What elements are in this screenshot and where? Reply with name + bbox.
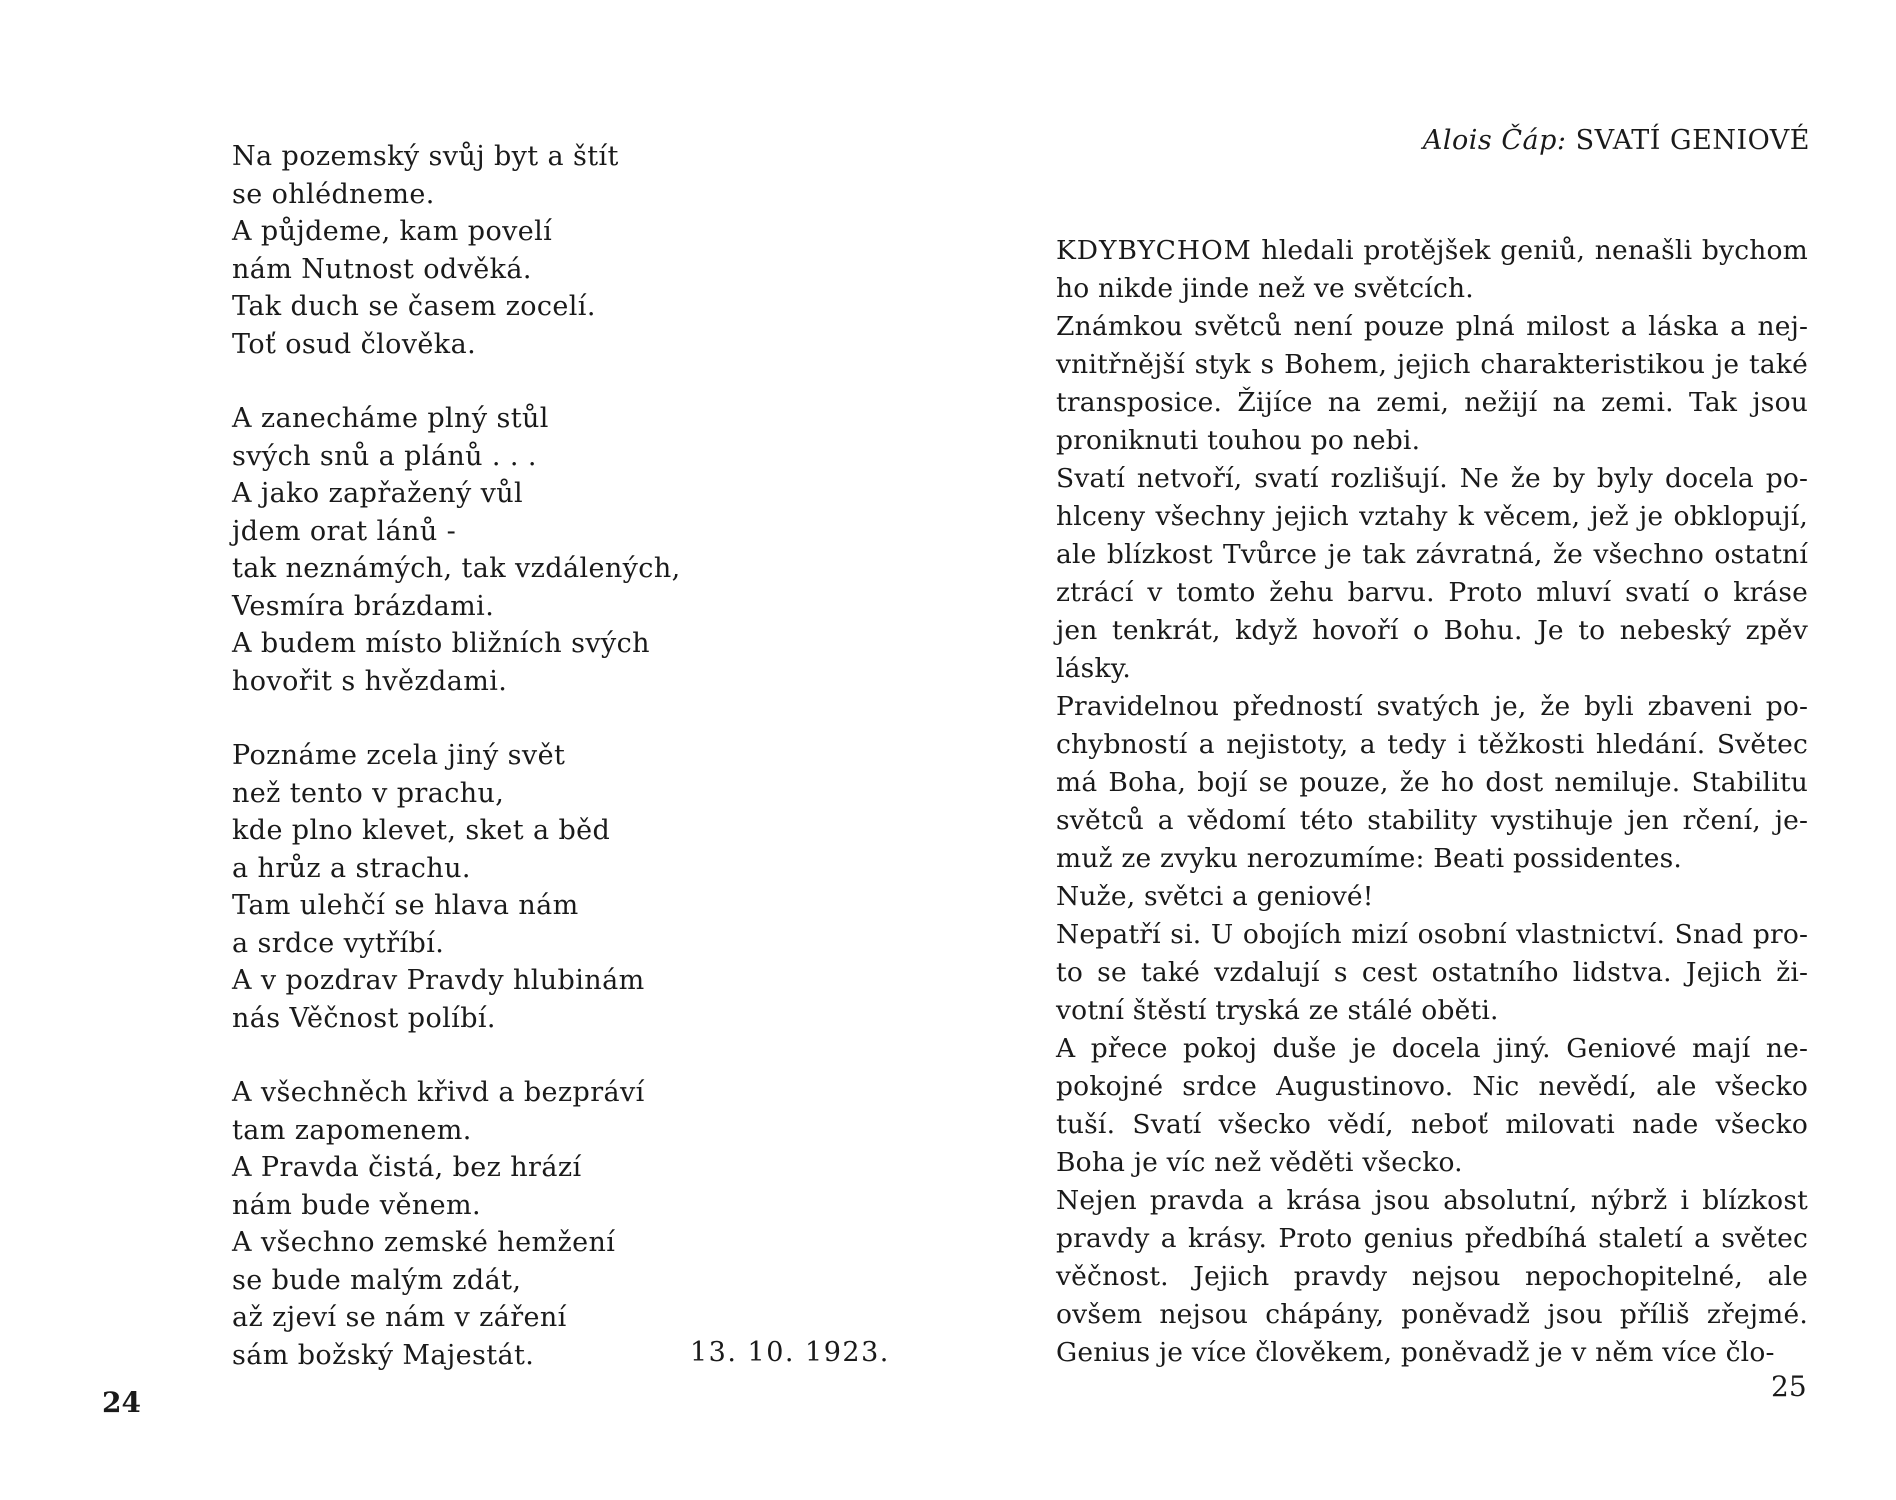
- poem-verse: A všechněch křivd a bezpráví: [232, 1077, 645, 1108]
- poem-verse: A zanecháme plný stůl: [232, 403, 549, 434]
- poem-stanza-2: [232, 400, 732, 700]
- essay-paragraph: Nuže, světci a geniové!: [1056, 881, 1374, 912]
- essay-paragraph-text: hledali protějšek geniů, nenašli bychom ho nikde jinde než ve světcích.: [1056, 235, 1808, 304]
- poem-verse: A všechno zemské hemžení: [232, 1227, 616, 1258]
- poem-verse: tak neznámých, tak vzdálených,: [232, 553, 681, 584]
- poem-verse: Vesmíra brázdami.: [232, 590, 495, 622]
- poem-verse: se ohlédneme.: [232, 178, 435, 210]
- essay-paragraph: [1056, 232, 1808, 308]
- poem-verse: hovořit s hvězdami.: [232, 665, 508, 697]
- poem-verse: A budem místo bližních svých: [232, 628, 650, 659]
- poem-verse: Tam ulehčí se hlava nám: [232, 890, 579, 921]
- page-number-right: 25: [1771, 1370, 1807, 1403]
- running-head-author: Alois Čáp:: [1422, 125, 1567, 156]
- poem-verse: se bude malým zdát,: [232, 1264, 522, 1296]
- essay-paragraph: Nejen pravda a krása jsou absolutní, nýbrž i blízkost pravdy a krásy. Proto genius předbíhá staletí a světec věčnost. Jejich pravdy nejsou nepochopitelné, ale ovšem nejsou chápány, poněvadž jsou příliš zřejmé. Genius je více člověkem, poněvadž je v něm více člo-: [1056, 1185, 1808, 1368]
- right-page: [948, 0, 1896, 1500]
- poem-verse: Toť osud člověka.: [232, 328, 477, 360]
- poem-verse: Poznáme zcela jiný svět: [232, 740, 566, 771]
- poem-verse: svých snů a plánů . . .: [232, 440, 537, 472]
- poem-stanza-4: [232, 1074, 732, 1374]
- poem-verse: kde plno klevet, sket a běd: [232, 815, 611, 846]
- essay-paragraph: Známkou světců není pouze plná milost a láska a nejvnitřnější styk s Bohem, jejich charakteristikou je také transposice. Žijíce na zemi, nežijí na zemi. Tak jsou proniknuti touhou po nebi.: [1056, 311, 1808, 456]
- essay-body: [1056, 232, 1808, 1372]
- essay-paragraph: A přece pokoj duše je docela jiný. Geniové mají nepokojné srdce Augustinovo. Nic nevědí, ale všecko tuší. Svatí všecko vědí, neboť milovati nade všecko Boha je víc než věděti všecko.: [1056, 1033, 1808, 1178]
- essay-paragraph: Nepatří si. U obojích mizí osobní vlastnictví. Snad proto se také vzdalují s cest ostatního lidstva. Jejich životní štěstí tryská ze stálé oběti.: [1056, 919, 1808, 1026]
- poem-verse: nás Věčnost políbí.: [232, 1002, 496, 1034]
- poem-verse: A v pozdrav Pravdy hlubinám: [232, 965, 645, 996]
- poem: [232, 138, 732, 1374]
- essay-paragraph: Pravidelnou předností svatých je, že byli zbaveni pochybností a nejistoty, a tedy i těžkosti hledání. Světec má Boha, bojí se pouze, že ho dost nemiluje. Stabilitu světců a vědomí této stability vystihuje jen rčení, jemuž ze zvyku nerozumíme: Beati possidentes.: [1056, 691, 1808, 874]
- poem-verse: než tento v prachu,: [232, 777, 505, 809]
- poem-stanza-1: [232, 138, 732, 363]
- poem-verse: a srdce vytříbí.: [232, 927, 445, 959]
- poem-verse: a hrůz a strachu.: [232, 852, 471, 884]
- poem-date: 13. 10. 1923.: [690, 1337, 890, 1368]
- essay-lead-word: KDYBYCHOM: [1056, 235, 1252, 266]
- poem-verse: jdem orat lánů -: [232, 515, 457, 547]
- poem-verse: A Pravda čistá, bez hrází: [232, 1152, 582, 1183]
- poem-verse: A jako zapřažený vůl: [232, 478, 524, 509]
- poem-verse: Tak duch se časem zocelí.: [232, 291, 596, 322]
- essay-paragraph: Svatí netvoří, svatí rozlišují. Ne že by byly docela pohlceny všechny jejich vztahy k věcem, jež je obklopují, ale blízkost Tvůrce je tak závratná, že všechno ostatní ztrácí v tomto žehu barvu. Proto mluví svatí o kráse jen tenkrát, když hovoří o Bohu. Je to nebeský zpěv lásky.: [1056, 463, 1808, 684]
- poem-verse: nám Nutnost odvěká.: [232, 253, 532, 285]
- poem-verse: nám bude věnem.: [232, 1189, 481, 1221]
- poem-stanza-3: [232, 737, 732, 1037]
- running-head-title: SVATÍ GENIOVÉ: [1575, 125, 1810, 156]
- poem-verse: A půjdeme, kam povelí: [232, 216, 553, 247]
- poem-verse: Na pozemský svůj byt a štít: [232, 141, 619, 172]
- poem-verse: tam zapomenem.: [232, 1114, 472, 1146]
- poem-verse: až zjeví se nám v záření: [232, 1302, 567, 1333]
- running-head: [1423, 125, 1810, 156]
- page-number-left: 24: [102, 1386, 141, 1419]
- poem-verse: sám božský Majestát.: [232, 1339, 535, 1371]
